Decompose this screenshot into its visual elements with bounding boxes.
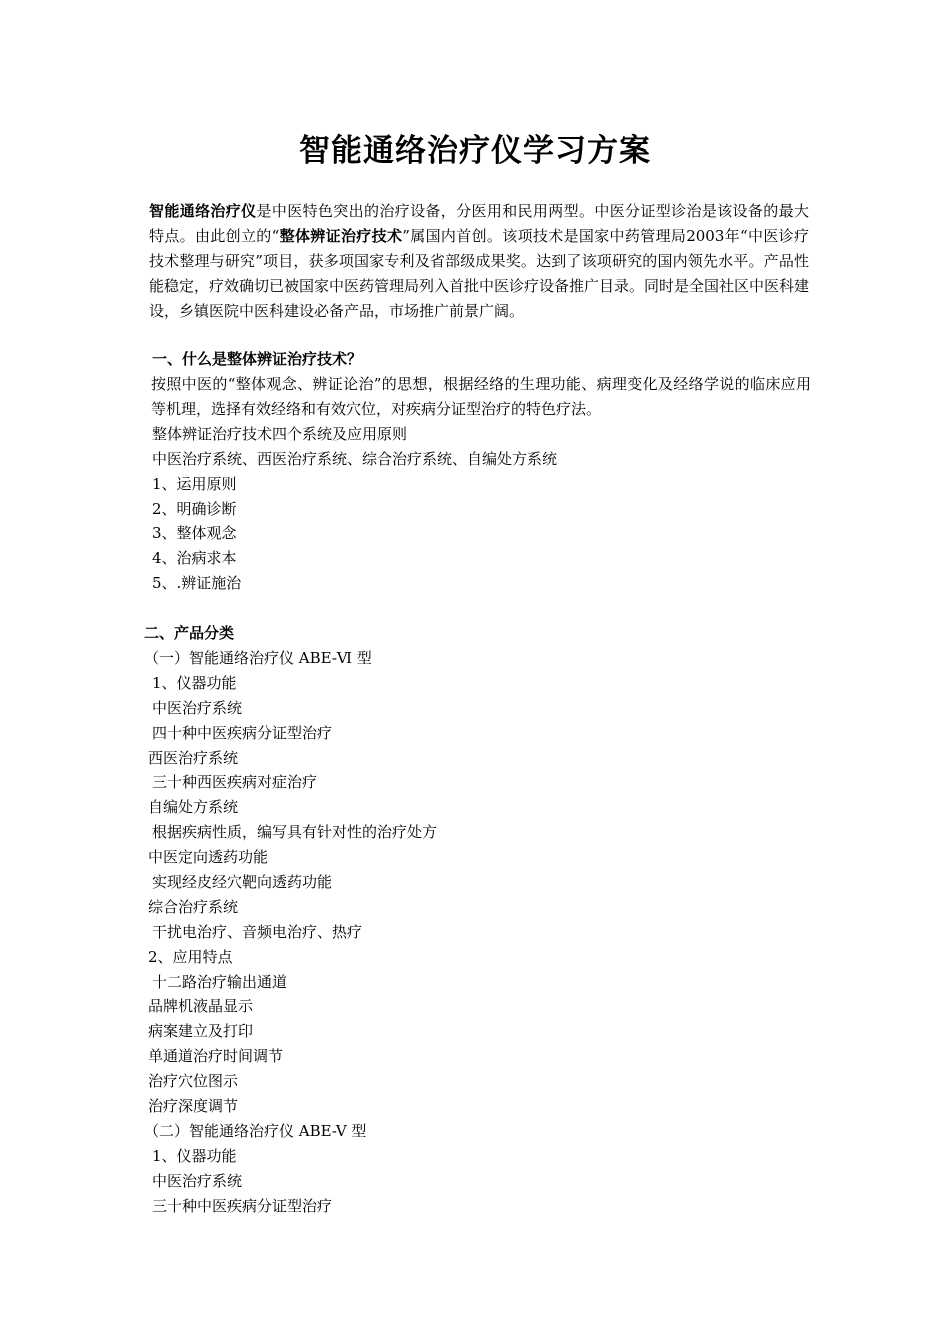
product1-name: （一）智能通络治疗仪 ABE-Ⅵ 型 — [144, 649, 372, 668]
document-title: 智能通络治疗仪学习方案 — [299, 133, 651, 169]
document-body — [0, 347, 950, 1219]
principle-item: 1、运用原则 — [152, 474, 237, 493]
product1-custom-desc: 根据疾病性质，编写具有针对性的治疗处方 — [152, 823, 438, 842]
product1-combo-system: 综合治疗系统 — [148, 897, 239, 916]
product2-tcm-system: 中医治疗系统 — [152, 1171, 243, 1190]
intro-text-2: ”属国内首创。该项技术是国家中药管理局2003年“中医诊疗技术整理与研究”项目，获多项国家专利及省部级成果奖。达到了该项研究的国内领先水平。产品性能稳定，疗效确切已被国家中医药管理局列入首批中医诊疗设备推广目录。同时是全国社区中医科建设，乡镇医院中医科建设必备产品，市场推广前景广阔。 — [149, 227, 810, 320]
intro-lead-bold: 智能通络治疗仪 — [149, 202, 257, 220]
feature-item: 治疗深度调节 — [148, 1097, 239, 1116]
product1-combo-desc: 干扰电治疗、音频电治疗、热疗 — [152, 922, 363, 941]
intro-bold-term: 整体辨证治疗技术 — [279, 227, 403, 245]
product1-drug-system: 中医定向透药功能 — [148, 848, 269, 867]
product1-tcm-system: 中医治疗系统 — [152, 698, 243, 717]
feature-item: 病案建立及打印 — [148, 1022, 254, 1041]
systems-title: 整体辨证治疗技术四个系统及应用原则 — [152, 424, 408, 443]
product1-drug-desc: 实现经皮经穴靶向透药功能 — [152, 873, 333, 892]
spacer — [0, 596, 950, 621]
feature-item: 品牌机液晶显示 — [148, 997, 254, 1016]
product1-wm-desc: 三十种西医疾病对症治疗 — [152, 773, 318, 792]
systems-list: 中医治疗系统、西医治疗系统、综合治疗系统、自编处方系统 — [152, 449, 558, 468]
section1-heading: 一、什么是整体辨证治疗技术？ — [152, 350, 363, 368]
section1-paragraph: 按照中医的“整体观念、辨证论治”的思想，根据经络的生理功能、病理变化及经络学说的临床应用等机理，选择有效经络和有效穴位，对疾病分证型治疗的特色疗法。 — [151, 374, 811, 418]
product1-wm-system: 西医治疗系统 — [148, 748, 239, 767]
principle-item: 3、整体观念 — [152, 524, 237, 543]
product1-custom-system: 自编处方系统 — [148, 798, 239, 817]
principle-item: 4、治病求本 — [152, 549, 237, 568]
product1-functions-title: 1、仪器功能 — [152, 673, 237, 692]
feature-item: 治疗穴位图示 — [148, 1072, 239, 1091]
product2-functions-title: 1、仪器功能 — [152, 1146, 237, 1165]
product1-tcm-desc: 四十种中医疾病分证型治疗 — [152, 723, 333, 742]
section2-heading: 二、产品分类 — [144, 624, 235, 643]
product1-features-title: 2、应用特点 — [148, 947, 233, 966]
product2-tcm-desc: 三十种中医疾病分证型治疗 — [152, 1196, 333, 1215]
principle-item: 5、.辨证施治 — [152, 574, 242, 593]
intro-paragraph — [149, 199, 809, 324]
product2-name: （二）智能通络治疗仪 ABE-V 型 — [144, 1121, 367, 1140]
feature-item: 十二路治疗输出通道 — [152, 972, 288, 991]
intro-text-1: 是中医特色突出的治疗设备，分医用和民用两型。中医分证型诊治是该设备的最大特点。由此创立的“ — [149, 202, 809, 245]
feature-item: 单通道治疗时间调节 — [148, 1047, 284, 1066]
principle-item: 2、明确诊断 — [152, 499, 237, 518]
